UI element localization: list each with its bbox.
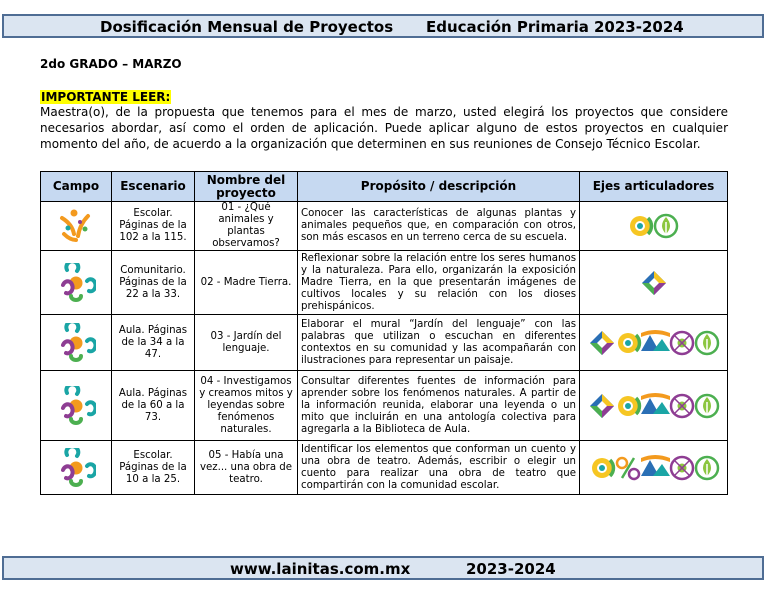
nombre-cell: 01 - ¿Qué animales y plantas observamos? <box>195 202 298 251</box>
escenario-cell: Escolar. Páginas de la 102 a la 115. <box>112 202 195 251</box>
footer-year: 2023-2024 <box>466 560 556 578</box>
proposito-cell: Consultar diferentes fuentes de información para aprender sobre los fenómenos naturales. A partir de la información reunida, elaborar una leyenda o un mito que incluirán en una antología colectiva para agregarla a la Biblioteca de Aula. <box>298 371 580 441</box>
table-header-row <box>41 172 728 202</box>
campo-lenguajes-icon <box>56 386 96 426</box>
table-row <box>41 441 728 495</box>
eje-artes-icon <box>641 330 670 351</box>
eje-interculturalidad-critica-icon <box>590 331 614 355</box>
campo-cell <box>41 371 112 441</box>
footer-site-link[interactable]: www.lainitas.com.mx <box>230 560 411 578</box>
eje-pensamiento-critico-icon <box>630 216 651 236</box>
projects-table <box>40 171 728 495</box>
campo-cell <box>41 251 112 315</box>
table-row <box>41 251 728 315</box>
ejes-icons-group <box>588 328 720 358</box>
ejes-cell <box>580 315 728 371</box>
col-header-escenario: Escenario <box>112 172 195 202</box>
campo-lenguajes-icon <box>56 323 96 363</box>
ejes-cell <box>580 371 728 441</box>
escenario-cell: Comunitario. Páginas de la 22 a la 33. <box>112 251 195 315</box>
eje-apropiacion-culturas-icon <box>671 395 693 417</box>
eje-pensamiento-critico-icon <box>618 396 639 416</box>
header-band <box>2 14 764 38</box>
ejes-cell <box>580 441 728 495</box>
ejes-cell <box>580 202 728 251</box>
eje-pensamiento-critico-icon <box>618 333 639 353</box>
nombre-cell: 04 - Investigamos y creamos mitos y leyendas sobre fenómenos naturales. <box>195 371 298 441</box>
important-text: Maestra(o), de la propuesta que tenemos para el mes de marzo, usted elegirá los proyectos que considere necesarios abordar, así como el orden de aplicación. Puede aplicar alguno de estos proyectos en cualquier momento del año, de acuerdo a la organización que determinen en sus reuniones de Consejo Técnico Escolar. <box>40 105 728 151</box>
nombre-cell: 03 - Jardín del lenguaje. <box>195 315 298 371</box>
campo-etica-naturaleza-icon <box>56 206 96 246</box>
important-title: IMPORTANTE LEER: <box>41 90 171 104</box>
col-header-ejes: Ejes articuladores <box>580 172 728 202</box>
campo-lenguajes-icon <box>56 448 96 488</box>
eje-vida-saludable-icon <box>696 395 718 417</box>
ejes-icons-group <box>588 453 720 483</box>
eje-apropiacion-culturas-icon <box>671 332 693 354</box>
eje-vida-saludable-icon <box>655 215 677 237</box>
proposito-cell: Conocer las características de algunas plantas y animales pequeños que, en comparación con otros, son más escasos en un terreno cerca de su escuela. <box>298 202 580 251</box>
nombre-cell: 02 - Madre Tierra. <box>195 251 298 315</box>
campo-cell <box>41 202 112 251</box>
eje-interculturalidad-critica-icon <box>642 271 666 295</box>
ejes-cell <box>580 251 728 315</box>
eje-apropiacion-culturas-icon <box>671 457 693 479</box>
ejes-icons-group <box>626 211 682 241</box>
escenario-cell: Escolar. Páginas de la 10 a la 25. <box>112 441 195 495</box>
proposito-cell: Elaborar el mural “Jardín del lenguaje” con las palabras que utilizan o escuchan en diferentes contextos en su comunidad y las acompañarán con ilustraciones para representar un paisaje. <box>298 315 580 371</box>
table-row <box>41 315 728 371</box>
table-row <box>41 371 728 441</box>
proposito-cell: Identificar los elementos que conforman un cuento y una obra de teatro. Además, escribir o elegir un cuento para realizar una obra de teatro que compartirán con la comunidad escolar. <box>298 441 580 495</box>
campo-lenguajes-icon <box>56 263 96 303</box>
footer-band <box>2 556 764 580</box>
col-header-campo: Campo <box>41 172 112 202</box>
campo-cell <box>41 441 112 495</box>
eje-vida-saludable-icon <box>696 332 718 354</box>
eje-artes-icon <box>641 393 670 414</box>
ejes-icons-group <box>588 391 720 421</box>
nombre-cell: 05 - Había una vez... una obra de teatro. <box>195 441 298 495</box>
escenario-cell: Aula. Páginas de la 60 a la 73. <box>112 371 195 441</box>
eje-vida-saludable-icon <box>696 457 718 479</box>
table-row <box>41 202 728 251</box>
campo-cell <box>41 315 112 371</box>
eje-pensamiento-critico-icon <box>592 458 613 478</box>
eje-interculturalidad-critica-icon <box>590 394 614 418</box>
eje-igualdad-genero-icon <box>617 458 639 479</box>
eje-artes-icon <box>641 455 670 476</box>
escenario-cell: Aula. Páginas de la 34 a la 47. <box>112 315 195 371</box>
ejes-icons-group <box>639 268 669 298</box>
header-year: 2023-2024 <box>594 18 684 36</box>
col-header-proposito: Propósito / descripción <box>298 172 580 202</box>
proposito-cell: Reflexionar sobre la relación entre los seres humanos y la naturaleza. Para ello, organizarán la exposición Madre Tierra, en la que presentarán imágenes de cultivos locales y su relación con los dioses prehispánicos. <box>298 251 580 315</box>
header-level: Educación Primaria <box>426 18 589 36</box>
col-header-nombre: Nombre del proyecto <box>195 172 298 202</box>
grade-month-heading: 2do GRADO – MARZO <box>40 57 182 71</box>
header-title: Dosificación Mensual de Proyectos <box>100 18 394 36</box>
